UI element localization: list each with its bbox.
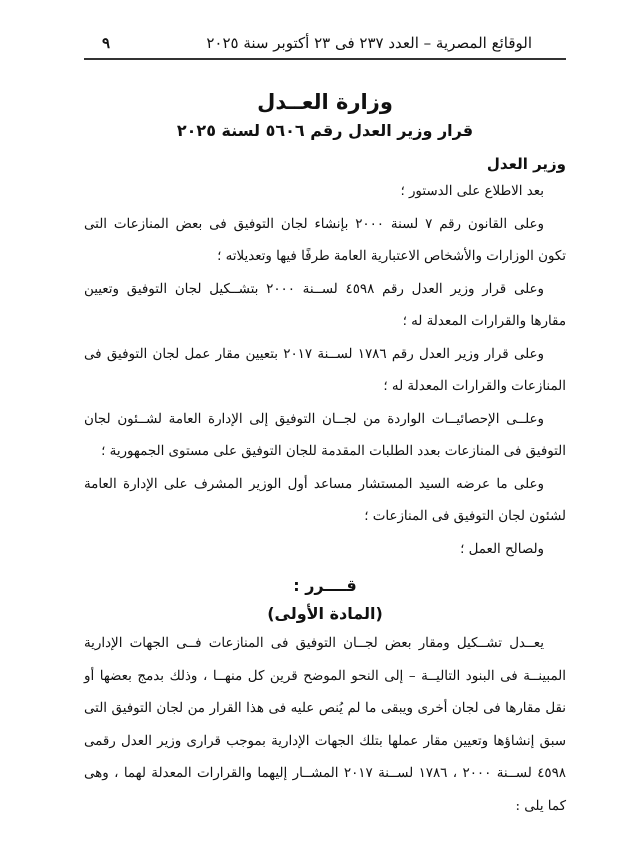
preamble-clause: وعلى قرار وزير العدل رقم ٤٥٩٨ لســنة ٢٠٠٠ بتشــكيل لجان التوفيق وتعيين مقارها والقرارات المعدلة له ؛ [84, 281, 566, 329]
preamble-clause: وعلى القانون رقم ٧ لسنة ٢٠٠٠ بإنشاء لجان التوفيق فى بعض المنازعات التى تكون الوزارات والأشخاص الاعتبارية العامة طرفًا فيها وتعديلاته ؛ [84, 216, 566, 264]
decree-title: قرار وزير العدل رقم ٥٦٠٦ لسنة ٢٠٢٥ [176, 121, 474, 140]
decided-heading: قــــرر : [293, 576, 357, 595]
running-header-title: الوقائع المصرية – العدد ٢٣٧ فى ٢٣ أكتوبر سنة ٢٠٢٥ [206, 34, 532, 52]
page-number: ٩ [102, 34, 111, 52]
article-body [84, 628, 566, 823]
running-header [84, 28, 566, 60]
gazette-page [84, 28, 566, 823]
preamble-clause: بعد الاطلاع على الدستور ؛ [400, 184, 544, 199]
preamble [84, 176, 566, 566]
article-title: (المادة الأولى) [267, 604, 383, 623]
issuer-label: وزير العدل [486, 155, 566, 173]
ministry-heading: وزارة العــدل [257, 90, 393, 114]
preamble-clause: وعلى ما عرضه السيد المستشار مساعد أول الوزير المشرف على الإدارة العامة لشئون لجان التوفيق فى المنازعات ؛ [84, 476, 566, 524]
preamble-clause: وعلى قرار وزير العدل رقم ١٧٨٦ لســنة ٢٠١٧ بتعيين مقار عمل لجان التوفيق فى المنازعات والقرارات المعدلة له ؛ [84, 346, 566, 394]
article-paragraph: يعــدل تشــكيل ومقار بعض لجــان التوفيق فى المنازعات فــى الجهات الإدارية المبينــة فى البنود التاليــة – إلى النحو الموضح قرين كل منهــا ، وذلك بدمج بعضها أو نقل مقارها فى لجان أخرى ويبقى ما لم يُنص عليه فى هذا القرار من لجان التوفيق التى سبق إنشاؤها وتعيين مقار عملها بتلك الجهات الإدارية بموجب قرارى وزير العدل رقمى ٤٥٩٨ لســنة ٢٠٠٠ ، ١٧٨٦ لســنة ٢٠١٧ المشــار إليهما والقرارات المعدلة لهما ، وهى كما يلى : [84, 636, 567, 814]
preamble-clause: ولصالح العمل ؛ [460, 541, 544, 557]
preamble-clause: وعلــى الإحصائيــات الواردة من لجــان التوفيق إلى الإدارة العامة لشــئون لجان التوفيق فى المنازعات بعدد الطلبات المقدمة للجان التوفيق على مستوى الجمهورية ؛ [84, 411, 566, 459]
